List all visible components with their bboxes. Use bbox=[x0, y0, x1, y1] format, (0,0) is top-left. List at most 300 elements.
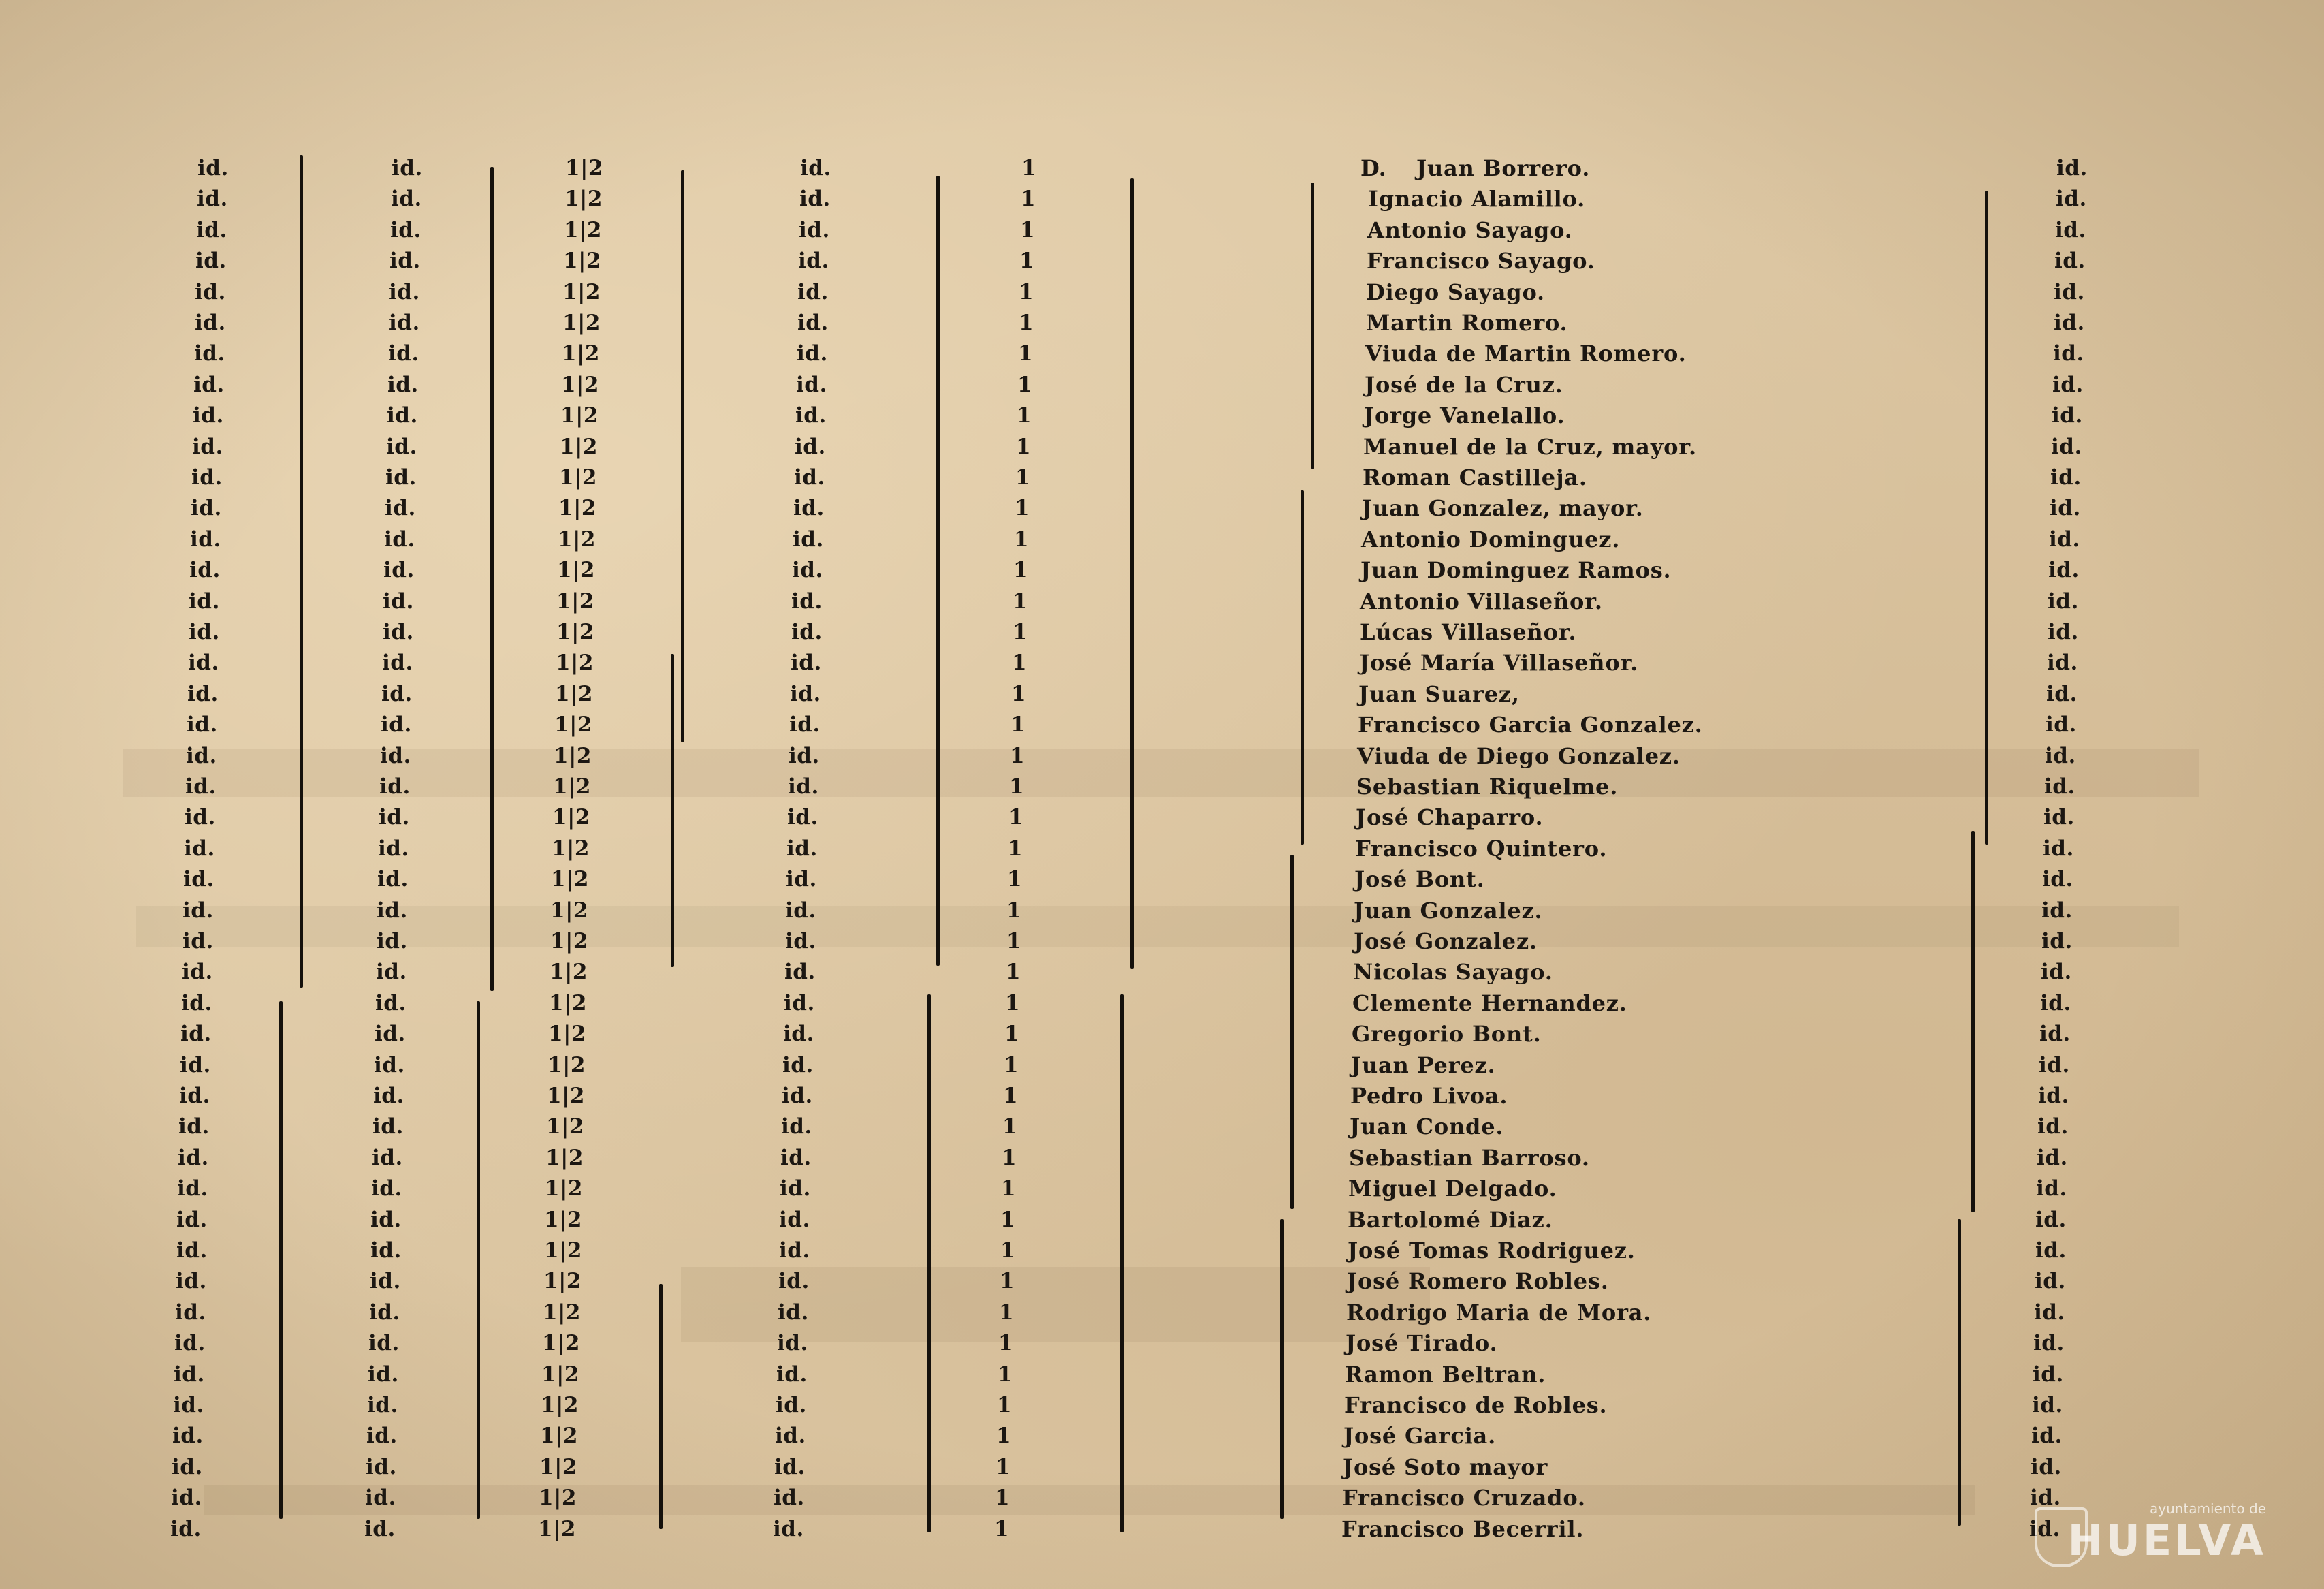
col-2-value: id. bbox=[373, 1084, 404, 1108]
col-5-value: 1 bbox=[1016, 435, 1032, 459]
col-1-value: id. bbox=[176, 1269, 207, 1293]
col-5-value: 1 bbox=[1010, 744, 1025, 768]
col-last-value: id. bbox=[2040, 991, 2071, 1016]
col-2-value: id. bbox=[368, 1331, 400, 1355]
col-2-value: id. bbox=[372, 1114, 404, 1139]
col-2-value: id. bbox=[371, 1176, 402, 1201]
col-last-value: id. bbox=[2055, 218, 2086, 242]
col-1-value: id. bbox=[174, 1362, 205, 1387]
table-row bbox=[0, 926, 2324, 957]
col-5-value: 1 bbox=[1002, 1146, 1017, 1170]
person-name: Viuda de Diego Gonzalez. bbox=[1357, 743, 1681, 769]
col-4-value: id. bbox=[792, 558, 823, 582]
col-3-fraction: 1|2 bbox=[550, 960, 588, 984]
col-last-value: id. bbox=[2035, 1269, 2066, 1293]
col-2-value: id. bbox=[382, 650, 413, 675]
col-2-value: id. bbox=[368, 1362, 399, 1387]
table-row bbox=[0, 1174, 2324, 1204]
col-1-value: id. bbox=[190, 527, 221, 552]
col-3-fraction: 1|2 bbox=[543, 1300, 581, 1325]
col-1-value: id. bbox=[195, 280, 226, 304]
col-3-fraction: 1|2 bbox=[544, 1238, 582, 1263]
col-4-value: id. bbox=[788, 774, 819, 799]
person-name: José Soto mayor bbox=[1343, 1454, 1548, 1480]
col-2-value: id. bbox=[378, 836, 409, 861]
col-1-value: id. bbox=[189, 589, 220, 614]
col-2-value: id. bbox=[391, 187, 422, 211]
col-last-value: id. bbox=[2030, 1485, 2061, 1510]
col-1-value: id. bbox=[178, 1146, 209, 1170]
col-2-value: id. bbox=[372, 1146, 403, 1170]
col-4-value: id. bbox=[789, 744, 820, 768]
table-row bbox=[0, 1297, 2324, 1328]
table-row bbox=[0, 1514, 2324, 1545]
col-5-value: 1 bbox=[1008, 805, 1024, 830]
col-1-value: id. bbox=[179, 1084, 210, 1108]
col-3-fraction: 1|2 bbox=[542, 1331, 580, 1355]
person-name: Sebastian Riquelme. bbox=[1356, 774, 1619, 800]
col-4-value: id. bbox=[783, 1022, 814, 1046]
col-3-fraction: 1|2 bbox=[561, 373, 599, 397]
col-3-fraction: 1|2 bbox=[564, 218, 602, 242]
col-last-value: id. bbox=[2046, 682, 2078, 706]
col-5-value: 1 bbox=[1013, 620, 1028, 644]
col-5-value: 1 bbox=[1004, 1053, 1019, 1077]
col-1-value: id. bbox=[178, 1114, 210, 1139]
col-3-fraction: 1|2 bbox=[556, 589, 594, 614]
table-row bbox=[0, 1452, 2324, 1483]
col-2-value: id. bbox=[375, 991, 407, 1016]
col-4-value: id. bbox=[785, 898, 816, 923]
col-5-value: 1 bbox=[1006, 929, 1022, 954]
col-5-value: 1 bbox=[1010, 712, 1026, 737]
table-row bbox=[0, 586, 2324, 617]
person-name: Gregorio Bont. bbox=[1352, 1021, 1542, 1047]
col-4-value: id. bbox=[800, 156, 831, 180]
table-row bbox=[0, 988, 2324, 1019]
col-2-value: id. bbox=[367, 1393, 398, 1417]
person-name: Francisco de Robles. bbox=[1344, 1392, 1608, 1418]
col-last-value: id. bbox=[2035, 1238, 2067, 1263]
col-1-value: id. bbox=[191, 465, 223, 490]
col-last-value: id. bbox=[2046, 712, 2077, 737]
table-row bbox=[0, 834, 2324, 864]
col-3-fraction: 1|2 bbox=[563, 249, 601, 273]
col-last-value: id. bbox=[2056, 187, 2087, 211]
col-4-value: id. bbox=[795, 435, 826, 459]
col-3-fraction: 1|2 bbox=[565, 156, 603, 180]
col-3-fraction: 1|2 bbox=[554, 744, 592, 768]
col-4-value: id. bbox=[796, 373, 827, 397]
table-row bbox=[0, 432, 2324, 462]
col-4-value: id. bbox=[797, 311, 829, 335]
col-5-value: 1 bbox=[1019, 311, 1034, 335]
col-5-value: 1 bbox=[1008, 836, 1023, 861]
col-last-value: id. bbox=[2031, 1455, 2062, 1479]
col-1-value: id. bbox=[182, 929, 214, 954]
col-2-value: id. bbox=[381, 712, 412, 737]
col-4-value: id. bbox=[791, 620, 823, 644]
col-3-fraction: 1|2 bbox=[556, 620, 594, 644]
col-3-fraction: 1|2 bbox=[547, 1084, 585, 1108]
person-name: José Chaparro. bbox=[1356, 804, 1544, 830]
col-3-fraction: 1|2 bbox=[560, 435, 598, 459]
col-last-value: id. bbox=[2042, 867, 2073, 892]
col-2-value: id. bbox=[365, 1485, 396, 1510]
col-1-value: id. bbox=[172, 1423, 204, 1448]
col-last-value: id. bbox=[2041, 929, 2073, 954]
col-3-fraction: 1|2 bbox=[564, 187, 603, 211]
table-row bbox=[0, 184, 2324, 215]
col-3-fraction: 1|2 bbox=[548, 1022, 586, 1046]
col-1-value: id. bbox=[180, 1022, 212, 1046]
col-3-fraction: 1|2 bbox=[539, 1485, 577, 1510]
col-1-value: id. bbox=[170, 1517, 202, 1541]
col-2-value: id. bbox=[389, 280, 420, 304]
person-name: José Tomas Rodriguez. bbox=[1348, 1238, 1636, 1263]
col-1-value: id. bbox=[188, 650, 219, 675]
col-5-value: 1 bbox=[1013, 589, 1028, 614]
col-4-value: id. bbox=[797, 280, 829, 304]
col-5-value: 1 bbox=[1007, 867, 1023, 892]
col-4-value: id. bbox=[781, 1114, 812, 1139]
watermark-big-text: HUELVA bbox=[2067, 1515, 2266, 1565]
col-4-value: id. bbox=[797, 341, 828, 366]
col-5-value: 1 bbox=[1005, 991, 1021, 1016]
col-3-fraction: 1|2 bbox=[540, 1423, 578, 1448]
col-5-value: 1 bbox=[1017, 373, 1033, 397]
col-1-value: id. bbox=[180, 1053, 211, 1077]
col-3-fraction: 1|2 bbox=[547, 1053, 586, 1077]
col-2-value: id. bbox=[366, 1455, 397, 1479]
person-name: Francisco Sayago. bbox=[1367, 248, 1595, 274]
person-name: Juan Gonzalez. bbox=[1354, 898, 1543, 924]
col-4-value: id. bbox=[778, 1269, 810, 1293]
col-2-value: id. bbox=[383, 589, 414, 614]
table-row bbox=[0, 1266, 2324, 1297]
table-row bbox=[0, 246, 2324, 277]
col-1-value: id. bbox=[182, 898, 214, 923]
col-5-value: 1 bbox=[998, 1362, 1013, 1387]
col-2-value: id. bbox=[379, 774, 411, 799]
col-last-value: id. bbox=[2054, 280, 2085, 304]
watermark-small-text: ayuntamiento de bbox=[2150, 1500, 2266, 1517]
person-name: Jorge Vanelallo. bbox=[1364, 403, 1565, 428]
col-2-value: id. bbox=[377, 898, 408, 923]
col-1-value: id. bbox=[176, 1208, 208, 1232]
person-name: Clemente Hernandez. bbox=[1352, 990, 1627, 1016]
col-3-fraction: 1|2 bbox=[544, 1208, 582, 1232]
person-name: Manuel de la Cruz, mayor. bbox=[1363, 434, 1697, 460]
table-row bbox=[0, 339, 2324, 369]
col-4-value: id. bbox=[775, 1423, 806, 1448]
col-3-fraction: 1|2 bbox=[550, 898, 588, 923]
col-last-value: id. bbox=[2054, 249, 2086, 273]
person-name: Martin Romero. bbox=[1366, 310, 1568, 336]
col-last-value: id. bbox=[2032, 1393, 2063, 1417]
col-last-value: id. bbox=[2033, 1362, 2064, 1387]
col-4-value: id. bbox=[774, 1485, 805, 1510]
person-name: Juan Suarez, bbox=[1358, 681, 1520, 707]
col-1-value: id. bbox=[192, 435, 223, 459]
person-name: Antonio Dominguez. bbox=[1361, 526, 1621, 552]
col-5-value: 1 bbox=[997, 1393, 1013, 1417]
col-1-value: id. bbox=[193, 403, 224, 428]
col-2-value: id. bbox=[379, 805, 410, 830]
col-last-value: id. bbox=[2041, 960, 2072, 984]
col-4-value: id. bbox=[799, 218, 830, 242]
col-3-fraction: 1|2 bbox=[554, 712, 592, 737]
person-name: José Tirado. bbox=[1346, 1330, 1498, 1356]
col-4-value: id. bbox=[793, 496, 825, 520]
col-last-value: id. bbox=[2033, 1331, 2065, 1355]
person-name: José Romero Robles. bbox=[1347, 1268, 1609, 1294]
col-2-value: id. bbox=[381, 682, 413, 706]
col-4-value: id. bbox=[780, 1146, 812, 1170]
col-5-value: 1 bbox=[1015, 496, 1030, 520]
col-last-value: id. bbox=[2050, 496, 2081, 520]
table-row bbox=[0, 896, 2324, 926]
col-3-fraction: 1|2 bbox=[541, 1393, 579, 1417]
name-prefix: D. bbox=[1360, 155, 1386, 181]
col-5-value: 1 bbox=[1006, 898, 1022, 923]
col-4-value: id. bbox=[789, 712, 821, 737]
col-5-value: 1 bbox=[1020, 218, 1036, 242]
col-3-fraction: 1|2 bbox=[539, 1455, 577, 1479]
col-3-fraction: 1|2 bbox=[553, 774, 591, 799]
person-name: José María Villaseñor. bbox=[1359, 650, 1639, 676]
col-1-value: id. bbox=[173, 1393, 204, 1417]
col-2-value: id. bbox=[392, 156, 423, 180]
person-name: Nicolas Sayago. bbox=[1353, 959, 1553, 985]
col-1-value: id. bbox=[195, 249, 227, 273]
col-3-fraction: 1|2 bbox=[559, 465, 597, 490]
col-5-value: 1 bbox=[1001, 1176, 1017, 1201]
table-row bbox=[0, 1390, 2324, 1421]
table-row bbox=[0, 864, 2324, 895]
col-last-value: id. bbox=[2039, 1022, 2071, 1046]
col-1-value: id. bbox=[191, 496, 222, 520]
col-5-value: 1 bbox=[1009, 774, 1025, 799]
table-row bbox=[0, 1112, 2324, 1142]
col-last-value: id. bbox=[2037, 1114, 2069, 1139]
col-4-value: id. bbox=[774, 1455, 806, 1479]
col-2-value: id. bbox=[387, 373, 419, 397]
col-5-value: 1 bbox=[998, 1331, 1014, 1355]
col-1-value: id. bbox=[197, 156, 229, 180]
col-3-fraction: 1|2 bbox=[546, 1114, 584, 1139]
table-row bbox=[0, 524, 2324, 555]
col-last-value: id. bbox=[2049, 527, 2080, 552]
table-row bbox=[0, 153, 2324, 184]
col-4-value: id. bbox=[777, 1331, 808, 1355]
col-2-value: id. bbox=[383, 620, 414, 644]
col-last-value: id. bbox=[2031, 1423, 2063, 1448]
person-name: José Bont. bbox=[1354, 866, 1485, 892]
table-row bbox=[0, 462, 2324, 493]
col-2-value: id. bbox=[389, 249, 421, 273]
col-4-value: id. bbox=[779, 1238, 810, 1263]
col-1-value: id. bbox=[181, 991, 212, 1016]
col-2-value: id. bbox=[390, 218, 421, 242]
col-4-value: id. bbox=[786, 867, 817, 892]
col-2-value: id. bbox=[377, 867, 409, 892]
col-3-fraction: 1|2 bbox=[555, 682, 593, 706]
person-name: Rodrigo Maria de Mora. bbox=[1346, 1300, 1652, 1325]
col-3-fraction: 1|2 bbox=[550, 929, 588, 954]
table-row bbox=[0, 308, 2324, 339]
table-row bbox=[0, 802, 2324, 833]
col-1-value: id. bbox=[174, 1331, 206, 1355]
table-row bbox=[0, 1483, 2324, 1513]
watermark-logo bbox=[2035, 1500, 2266, 1565]
col-1-value: id. bbox=[187, 712, 218, 737]
col-last-value: id. bbox=[2044, 774, 2075, 799]
col-2-value: id. bbox=[380, 744, 411, 768]
col-2-value: id. bbox=[366, 1423, 398, 1448]
col-2-value: id. bbox=[374, 1053, 405, 1077]
col-2-value: id. bbox=[387, 403, 418, 428]
col-4-value: id. bbox=[787, 805, 818, 830]
col-4-value: id. bbox=[798, 249, 829, 273]
col-1-value: id. bbox=[197, 187, 228, 211]
table-row bbox=[0, 1081, 2324, 1112]
table-row bbox=[0, 957, 2324, 988]
col-2-value: id. bbox=[370, 1269, 401, 1293]
col-3-fraction: 1|2 bbox=[562, 341, 600, 366]
col-1-value: id. bbox=[187, 682, 219, 706]
person-name: Sebastian Barroso. bbox=[1349, 1145, 1590, 1171]
col-3-fraction: 1|2 bbox=[557, 558, 595, 582]
person-name: Francisco Cruzado. bbox=[1342, 1485, 1586, 1511]
col-2-value: id. bbox=[377, 929, 408, 954]
col-5-value: 1 bbox=[1000, 1238, 1016, 1263]
col-1-value: id. bbox=[177, 1176, 208, 1201]
col-5-value: 1 bbox=[1004, 1022, 1020, 1046]
col-last-value: id. bbox=[2034, 1300, 2065, 1325]
table-row bbox=[0, 1236, 2324, 1266]
col-1-value: id. bbox=[195, 311, 226, 335]
col-last-value: id. bbox=[2039, 1053, 2070, 1077]
col-2-value: id. bbox=[385, 465, 417, 490]
person-name: Juan Conde. bbox=[1350, 1114, 1504, 1139]
col-4-value: id. bbox=[785, 929, 816, 954]
col-last-value: id. bbox=[2051, 435, 2082, 459]
col-4-value: id. bbox=[791, 650, 822, 675]
col-5-value: 1 bbox=[1000, 1269, 1015, 1293]
table-row bbox=[0, 493, 2324, 524]
col-5-value: 1 bbox=[1014, 527, 1030, 552]
col-5-value: 1 bbox=[1012, 650, 1028, 675]
table-row bbox=[0, 555, 2324, 586]
table-row bbox=[0, 1328, 2324, 1359]
col-last-value: id. bbox=[2029, 1517, 2060, 1541]
col-1-value: id. bbox=[171, 1485, 202, 1510]
col-5-value: 1 bbox=[1017, 403, 1032, 428]
person-name: Pedro Livoa. bbox=[1350, 1083, 1508, 1109]
table-row bbox=[0, 370, 2324, 400]
col-2-value: id. bbox=[383, 558, 415, 582]
table-row bbox=[0, 648, 2324, 678]
col-last-value: id. bbox=[2043, 836, 2074, 861]
col-last-value: id. bbox=[2053, 341, 2084, 366]
col-last-value: id. bbox=[2038, 1084, 2069, 1108]
col-3-fraction: 1|2 bbox=[560, 403, 599, 428]
col-4-value: id. bbox=[773, 1517, 804, 1541]
col-5-value: 1 bbox=[1006, 960, 1021, 984]
col-3-fraction: 1|2 bbox=[562, 311, 601, 335]
col-5-value: 1 bbox=[1019, 249, 1035, 273]
col-last-value: id. bbox=[2052, 403, 2083, 428]
person-name: Ramon Beltran. bbox=[1345, 1362, 1546, 1387]
col-2-value: id. bbox=[369, 1300, 400, 1325]
person-name: José Garcia. bbox=[1343, 1423, 1497, 1449]
col-2-value: id. bbox=[370, 1238, 402, 1263]
col-last-value: id. bbox=[2054, 311, 2085, 335]
col-3-fraction: 1|2 bbox=[551, 867, 589, 892]
col-last-value: id. bbox=[2048, 589, 2079, 614]
table-row bbox=[0, 400, 2324, 431]
col-last-value: id. bbox=[2050, 465, 2082, 490]
col-4-value: id. bbox=[786, 836, 818, 861]
col-last-value: id. bbox=[2047, 650, 2078, 675]
table-row bbox=[0, 772, 2324, 802]
person-name: Bartolomé Diaz. bbox=[1348, 1207, 1553, 1233]
col-5-value: 1 bbox=[1021, 156, 1037, 180]
person-name: Roman Castilleja. bbox=[1363, 465, 1587, 490]
col-5-value: 1 bbox=[1021, 187, 1036, 211]
col-last-value: id. bbox=[2041, 898, 2073, 923]
col-4-value: id. bbox=[793, 527, 824, 552]
col-4-value: id. bbox=[779, 1208, 810, 1232]
person-name: Francisco Becerril. bbox=[1341, 1516, 1585, 1542]
col-5-value: 1 bbox=[996, 1455, 1011, 1479]
person-name: Francisco Garcia Gonzalez. bbox=[1358, 712, 1703, 738]
person-name: Juan Borrero. bbox=[1416, 155, 1591, 181]
person-name: Diego Sayago. bbox=[1366, 279, 1545, 305]
col-1-value: id. bbox=[193, 373, 225, 397]
table-row bbox=[0, 215, 2324, 246]
person-name: Francisco Quintero. bbox=[1355, 836, 1608, 862]
col-1-value: id. bbox=[194, 341, 225, 366]
col-3-fraction: 1|2 bbox=[543, 1269, 582, 1293]
col-2-value: id. bbox=[389, 311, 420, 335]
col-last-value: id. bbox=[2035, 1208, 2067, 1232]
col-3-fraction: 1|2 bbox=[558, 527, 596, 552]
col-3-fraction: 1|2 bbox=[541, 1362, 579, 1387]
person-name: José Gonzalez. bbox=[1354, 928, 1538, 954]
col-5-value: 1 bbox=[1000, 1208, 1016, 1232]
table-row bbox=[0, 1421, 2324, 1451]
col-4-value: id. bbox=[799, 187, 831, 211]
col-2-value: id. bbox=[364, 1517, 396, 1541]
person-name: Juan Gonzalez, mayor. bbox=[1362, 495, 1644, 521]
col-3-fraction: 1|2 bbox=[545, 1176, 583, 1201]
col-last-value: id. bbox=[2043, 805, 2075, 830]
person-name: Miguel Delgado. bbox=[1348, 1176, 1557, 1201]
col-4-value: id. bbox=[795, 403, 827, 428]
col-5-value: 1 bbox=[995, 1485, 1010, 1510]
person-name: Juan Dominguez Ramos. bbox=[1360, 557, 1672, 583]
col-2-value: id. bbox=[370, 1208, 402, 1232]
col-1-value: id. bbox=[172, 1455, 203, 1479]
col-5-value: 1 bbox=[996, 1423, 1012, 1448]
col-1-value: id. bbox=[175, 1300, 206, 1325]
col-5-value: 1 bbox=[1011, 682, 1027, 706]
table-row bbox=[0, 1359, 2324, 1390]
col-2-value: id. bbox=[376, 960, 407, 984]
col-last-value: id. bbox=[2037, 1146, 2068, 1170]
